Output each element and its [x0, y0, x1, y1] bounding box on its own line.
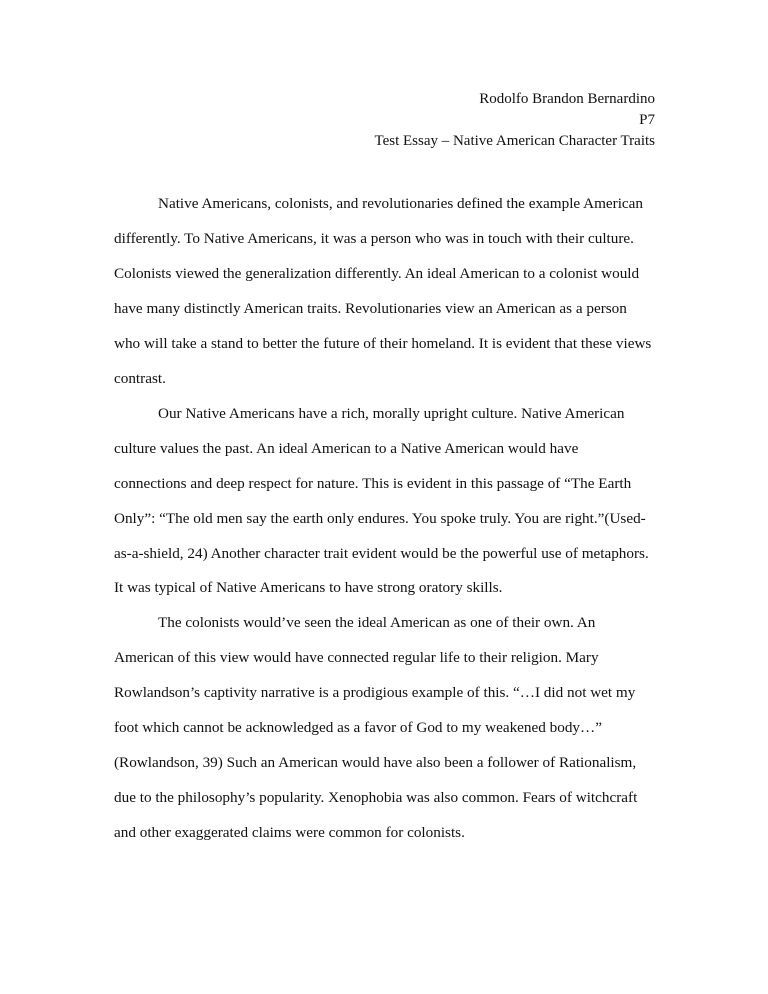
- body-line-p2-3: connections and deep respect for nature. This is evident in this passage of “The Earth: [114, 475, 632, 492]
- body-line-p3-1: The colonists would’ve seen the ideal American as one of their own. An: [158, 614, 596, 631]
- body-line-p2-2: culture values the past. An ideal American to a Native American would have: [114, 440, 579, 457]
- body-line-p3-2: American of this view would have connected regular life to their religion. Mary: [114, 649, 599, 666]
- body-line-p3-5: (Rowlandson, 39) Such an American would have also been a follower of Rationalism,: [114, 754, 637, 771]
- document-header: [374, 89, 655, 152]
- body-line-p1-3: Colonists viewed the generalization differently. An ideal American to a colonist would: [114, 265, 640, 282]
- body-line-p1-5: who will take a stand to better the future of their homeland. It is evident that these views: [114, 335, 652, 352]
- body-line-p1-2: differently. To Native Americans, it was a person who was in touch with their culture.: [114, 230, 634, 247]
- body-line-p2-1: Our Native Americans have a rich, morally upright culture. Native American: [158, 405, 625, 422]
- body-line-p1-1: Native Americans, colonists, and revolutionaries defined the example American: [158, 195, 643, 212]
- body-line-p2-4: Only”: “The old men say the earth only endures. You spoke truly. You are right.”(Used-: [114, 510, 646, 527]
- body-line-p1-4: have many distinctly American traits. Revolutionaries view an American as a person: [114, 300, 627, 317]
- class-period: P7: [639, 112, 655, 128]
- author-name: Rodolfo Brandon Bernardino: [479, 91, 655, 107]
- body-line-p3-6: due to the philosophy’s popularity. Xenophobia was also common. Fears of witchcraft: [114, 789, 638, 806]
- body-line-p3-7: and other exaggerated claims were common for colonists.: [114, 824, 465, 841]
- body-line-p3-3: Rowlandson’s captivity narrative is a prodigious example of this. “…I did not wet my: [114, 684, 636, 701]
- body-line-p2-5: as-a-shield, 24) Another character trait evident would be the powerful use of metaphors.: [114, 545, 649, 562]
- body-line-p1-6: contrast.: [114, 370, 166, 387]
- body-line-p2-6: It was typical of Native Americans to have strong oratory skills.: [114, 579, 503, 596]
- essay-title: Test Essay – Native American Character Traits: [374, 133, 655, 149]
- body-line-p3-4: foot which cannot be acknowledged as a favor of God to my weakened body…”: [114, 719, 602, 736]
